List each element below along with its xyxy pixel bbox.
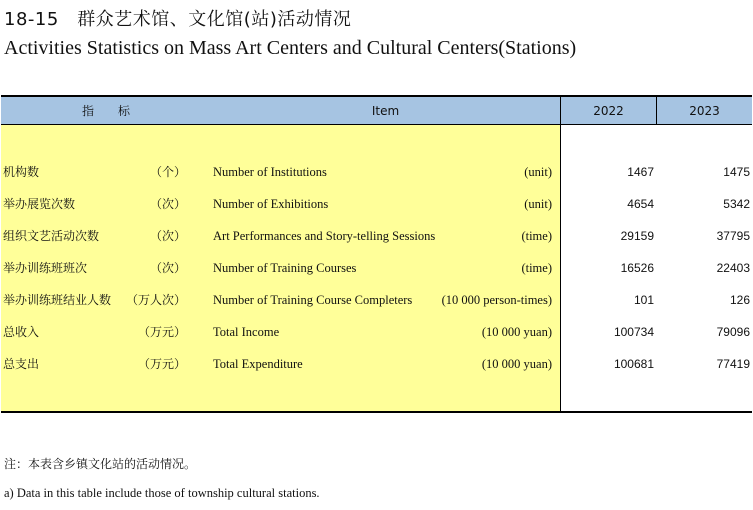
row-label-english: Art Performances and Story-telling Sessions [213, 229, 436, 243]
footnote-chinese: 注：本表含乡镇文化站的活动情况。 [4, 457, 197, 471]
row-label-english: Number of Training Courses [213, 261, 357, 275]
value-2023: 1475 [723, 165, 750, 179]
row-label-chinese: 总支出 [3, 357, 40, 371]
value-2022: 100734 [613, 325, 654, 339]
row-unit-english: (time) [521, 261, 552, 275]
row-label-chinese: 举办训练班结业人数 [3, 293, 112, 307]
row-label-chinese: 举办展览次数 [3, 197, 76, 211]
value-2022: 101 [633, 293, 654, 307]
row-unit-chinese: （万元） [137, 357, 186, 371]
value-2023: 22403 [716, 261, 750, 275]
value-2023: 79096 [716, 325, 750, 339]
row-label-english: Number of Exhibitions [213, 197, 329, 211]
row-unit-english: (10 000 yuan) [481, 357, 552, 371]
row-unit-chinese: （次） [149, 261, 186, 275]
row-unit-chinese: （个） [149, 165, 186, 179]
row-label-english: Total Expenditure [213, 357, 303, 371]
value-2022: 16526 [620, 261, 654, 275]
table-row [1, 194, 752, 214]
table-row [1, 354, 752, 374]
table-row [1, 322, 752, 342]
row-label-chinese: 组织文艺活动次数 [3, 229, 100, 243]
value-2022: 1467 [627, 165, 654, 179]
row-label-english: Number of Training Course Completers [213, 293, 413, 307]
row-unit-chinese: （次） [149, 229, 186, 243]
header-indicator: 指 标 [81, 104, 130, 118]
table-header [1, 95, 752, 125]
header-year-2022: 2022 [593, 104, 624, 118]
value-2023: 77419 [716, 357, 750, 371]
row-label-chinese: 总收入 [3, 325, 40, 339]
value-2023: 126 [729, 293, 750, 307]
row-unit-english: (unit) [524, 165, 552, 179]
row-label-english: Number of Institutions [213, 165, 327, 179]
table-row [1, 258, 752, 278]
value-2022: 4654 [627, 197, 654, 211]
row-unit-english: (unit) [524, 197, 552, 211]
row-unit-chinese: （万元） [137, 325, 186, 339]
page-title-english: Activities Statistics on Mass Art Centers and Cultural Centers(Stations) [4, 37, 577, 59]
row-unit-english: (time) [521, 229, 552, 243]
table-row [1, 290, 752, 310]
page-title-chinese: 18-15 群众艺术馆、文化馆(站)活动情况 [4, 9, 352, 30]
table-row [1, 162, 752, 182]
statistics-table [1, 95, 752, 413]
header-item: Item [371, 104, 400, 118]
row-unit-english: (10 000 person-times) [441, 293, 552, 307]
row-unit-english: (10 000 yuan) [481, 325, 552, 339]
value-2023: 5342 [723, 197, 750, 211]
header-year-2023: 2023 [689, 104, 720, 118]
row-label-chinese: 举办训练班班次 [3, 261, 88, 275]
value-2022: 29159 [620, 229, 654, 243]
table-bottom-border [1, 411, 752, 413]
row-unit-chinese: （万人次） [125, 293, 186, 307]
footnote-english: a) Data in this table include those of township cultural stations. [4, 486, 320, 500]
value-2023: 37795 [716, 229, 750, 243]
row-label-chinese: 机构数 [3, 165, 40, 179]
row-unit-chinese: （次） [149, 197, 186, 211]
row-label-english: Total Income [213, 325, 280, 339]
table-row [1, 226, 752, 246]
value-2022: 100681 [613, 357, 654, 371]
